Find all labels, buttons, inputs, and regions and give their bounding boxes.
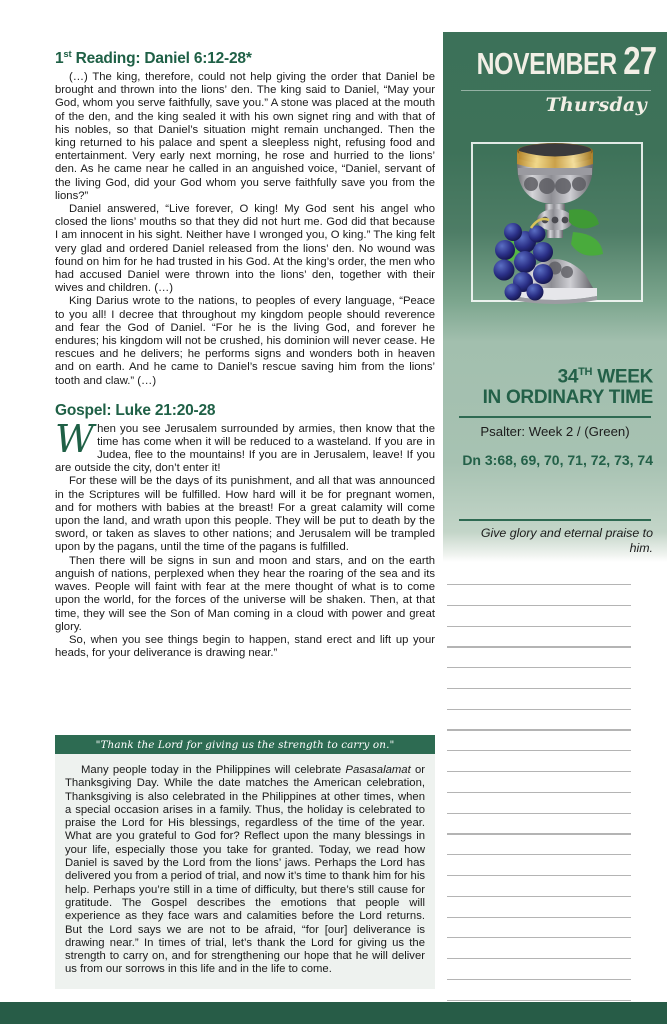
note-line[interactable]: [447, 958, 631, 959]
quote-banner: [55, 735, 435, 754]
gospel-heading: Gospel: Luke 21:20-28: [55, 401, 216, 419]
note-line[interactable]: [447, 584, 631, 585]
first-reading-heading: [55, 50, 435, 68]
reflection-italic-word: Pasasalamat: [345, 764, 411, 776]
panel-divider-top: [459, 416, 651, 418]
month-label: NOVEMBER: [476, 46, 617, 81]
gospel-first-paragraph-text: hen you see Jerusalem surrounded by armies, then know that the time has come when it will be reduced to a wasteland. If you are in Judea, flee to the mountains! If you are in Jerusalem, leave! If you are outside the city, don’t enter it!: [55, 422, 435, 475]
week-line-2: IN ORDINARY TIME: [482, 387, 653, 409]
week-ordinal-suffix: TH: [578, 366, 593, 378]
reflection-part-1: Many people today in the Philippines will celebrate: [81, 764, 346, 776]
note-line[interactable]: [447, 875, 631, 876]
footer-bar: [0, 1002, 667, 1024]
gospel-first-paragraph: [55, 416, 435, 476]
week-number: 34: [557, 366, 579, 388]
note-line[interactable]: [447, 833, 631, 834]
first-reading-paragraph: King Darius wrote to the nations, to peoples of every language, “Peace to you all! I decree that throughout my kingdom people should reverence and fear the God of Daniel. “For he is the living God, and forever he endures; his kingdom will not be crushed, his dominion will never cease. He rescues and he delivers; he performs signs and wonders both in heaven and on earth. And he came to Daniel’s rescue saving him from the lions’ tooth and claw.” (…): [55, 295, 435, 387]
weekday-label: Thursday: [545, 94, 647, 116]
quote-banner-text: "Thank the Lord for giving us the strength to carry on.": [95, 738, 395, 751]
first-reading-heading-rest: Reading: Daniel 6:12-28*: [71, 50, 252, 68]
gospel-paragraph: For these will be the days of its punishment, and all that was announced in the Scriptures will be fulfilled. How hard will it be for pregnant women, and for mothers with babies at the breast! For a great calamity will come upon the land, and wrath upon this people. They will be put to death by the sword, or taken as slaves to other nations; and Jerusalem will be trampled upon by the pagans, until the time of the pagans is fulfilled.: [55, 475, 435, 554]
panel-divider-bottom: [459, 519, 651, 521]
note-line[interactable]: [447, 605, 631, 606]
note-line[interactable]: [447, 854, 631, 855]
note-line[interactable]: [447, 1000, 631, 1001]
date-panel: [443, 32, 667, 562]
reflection-part-2: or Thanksgiving Day. While the date matches the American celebration, Thanksgiving is also celebrated in the Philippines at other times, when a special occasion arises in a family. Thus, the holiday is celebrated to praise the Lord for His blessings, regardless of the time of the year. What are you grateful to God for? Reflect upon the many blessings in your life, especially those you take for granted. Today, we read how Daniel is saved by the Lord from the lions’ jaws. Perhaps the Lord has delivered you from a period of trial, and now it’s time to thank him for his help. Perhaps you’re still in a time of difficulty, but there’s still cause for gratitude. The Gospel describes the emotions that people will experience as they face wars and calamities before the Lord returns. But the Lord says we are not to be afraid, “for [our] deliverance is drawing near.” In times of trial, let’s thank the Lord for giving us the strength to carry on, and for strengthening our hope that he will deliver us from our sorrows in this life and in the life to come.: [65, 764, 426, 976]
readings-reference: Dn 3:68, 69, 70, 71, 72, 73, 74: [462, 452, 653, 468]
date-divider: [461, 90, 651, 91]
note-line[interactable]: [447, 792, 631, 793]
note-line[interactable]: [447, 626, 631, 627]
liturgical-week-title: [451, 362, 653, 408]
note-line[interactable]: [447, 979, 631, 980]
day-number: 27: [623, 40, 657, 83]
note-line[interactable]: [447, 646, 631, 647]
week-line-1: [451, 362, 653, 387]
gospel-dropcap: W: [55, 416, 95, 461]
note-line[interactable]: [447, 813, 631, 814]
psalter-label: Psalter: Week 2 / (Green): [480, 424, 630, 439]
note-line[interactable]: [447, 667, 631, 668]
notes-ruled-area[interactable]: [447, 584, 631, 1020]
note-line[interactable]: [447, 937, 631, 938]
note-line[interactable]: [447, 709, 631, 710]
date-heading: [476, 40, 657, 83]
readings-column: [55, 50, 435, 660]
gospel-paragraph: Then there will be signs in sun and moon and stars, and on the earth anguish of nations, perplexed when they hear the roaring of the sea and its waves. People will faint with fear at the mere thought of what is to come upon the world, for the forces of the universe will be shaken. Then, at that time, they will see the Son of Man coming in a cloud with power and great glory.: [55, 554, 435, 633]
week-word: WEEK: [597, 366, 653, 388]
first-reading-heading-suffix: st: [63, 49, 72, 60]
first-reading-paragraph: Daniel answered, “Live forever, O king! My God sent his angel who closed the lions’ mouths so that they did not hurt me. God did that because I am innocent in his sight. Neither have I wronged you, O king.” The king felt very glad and ordered Daniel released from the lions’ den. No wound was found on him for he had trusted in his God. At the king’s order, the men who had accused Daniel were thrown into the lions’ den, together with their wives and children. (…): [55, 203, 435, 295]
gospel-section: [55, 402, 435, 660]
note-line[interactable]: [447, 917, 631, 918]
gospel-paragraph: So, when you see things begin to happen, stand erect and lift up your heads, for your deliverance is drawing near.”: [55, 633, 435, 660]
first-reading-heading-number: 1: [55, 50, 64, 68]
reflection-box: [55, 754, 435, 989]
note-line[interactable]: [447, 729, 631, 730]
chalice-with-grapes-icon: [473, 124, 637, 314]
note-line[interactable]: [447, 896, 631, 897]
first-reading-paragraph: (…) The king, therefore, could not help giving the order that Daniel be brought and thrown into the lions’ den. The king said to Daniel, “May your God, whom you serve faithfully, save you.” A stone was placed at the mouth of the den, and the king sealed it with his own signet ring and with that of his nobles, so that Daniel’s situation might remain unchanged. Then the king returned to his palace and spent a sleepless night, refusing food and entertainment. Very early next morning, he rose and hurried to the lions’ den. As he came near he called in an anguished voice, “Daniel, servant of the living God, did your God whom you serve faithfully save you from the lions?”: [55, 70, 435, 202]
note-line[interactable]: [447, 688, 631, 689]
antiphon-text: Give glory and eternal praise to him.: [480, 526, 653, 555]
note-line[interactable]: [447, 750, 631, 751]
note-line[interactable]: [447, 771, 631, 772]
reflection-text: [65, 764, 425, 977]
